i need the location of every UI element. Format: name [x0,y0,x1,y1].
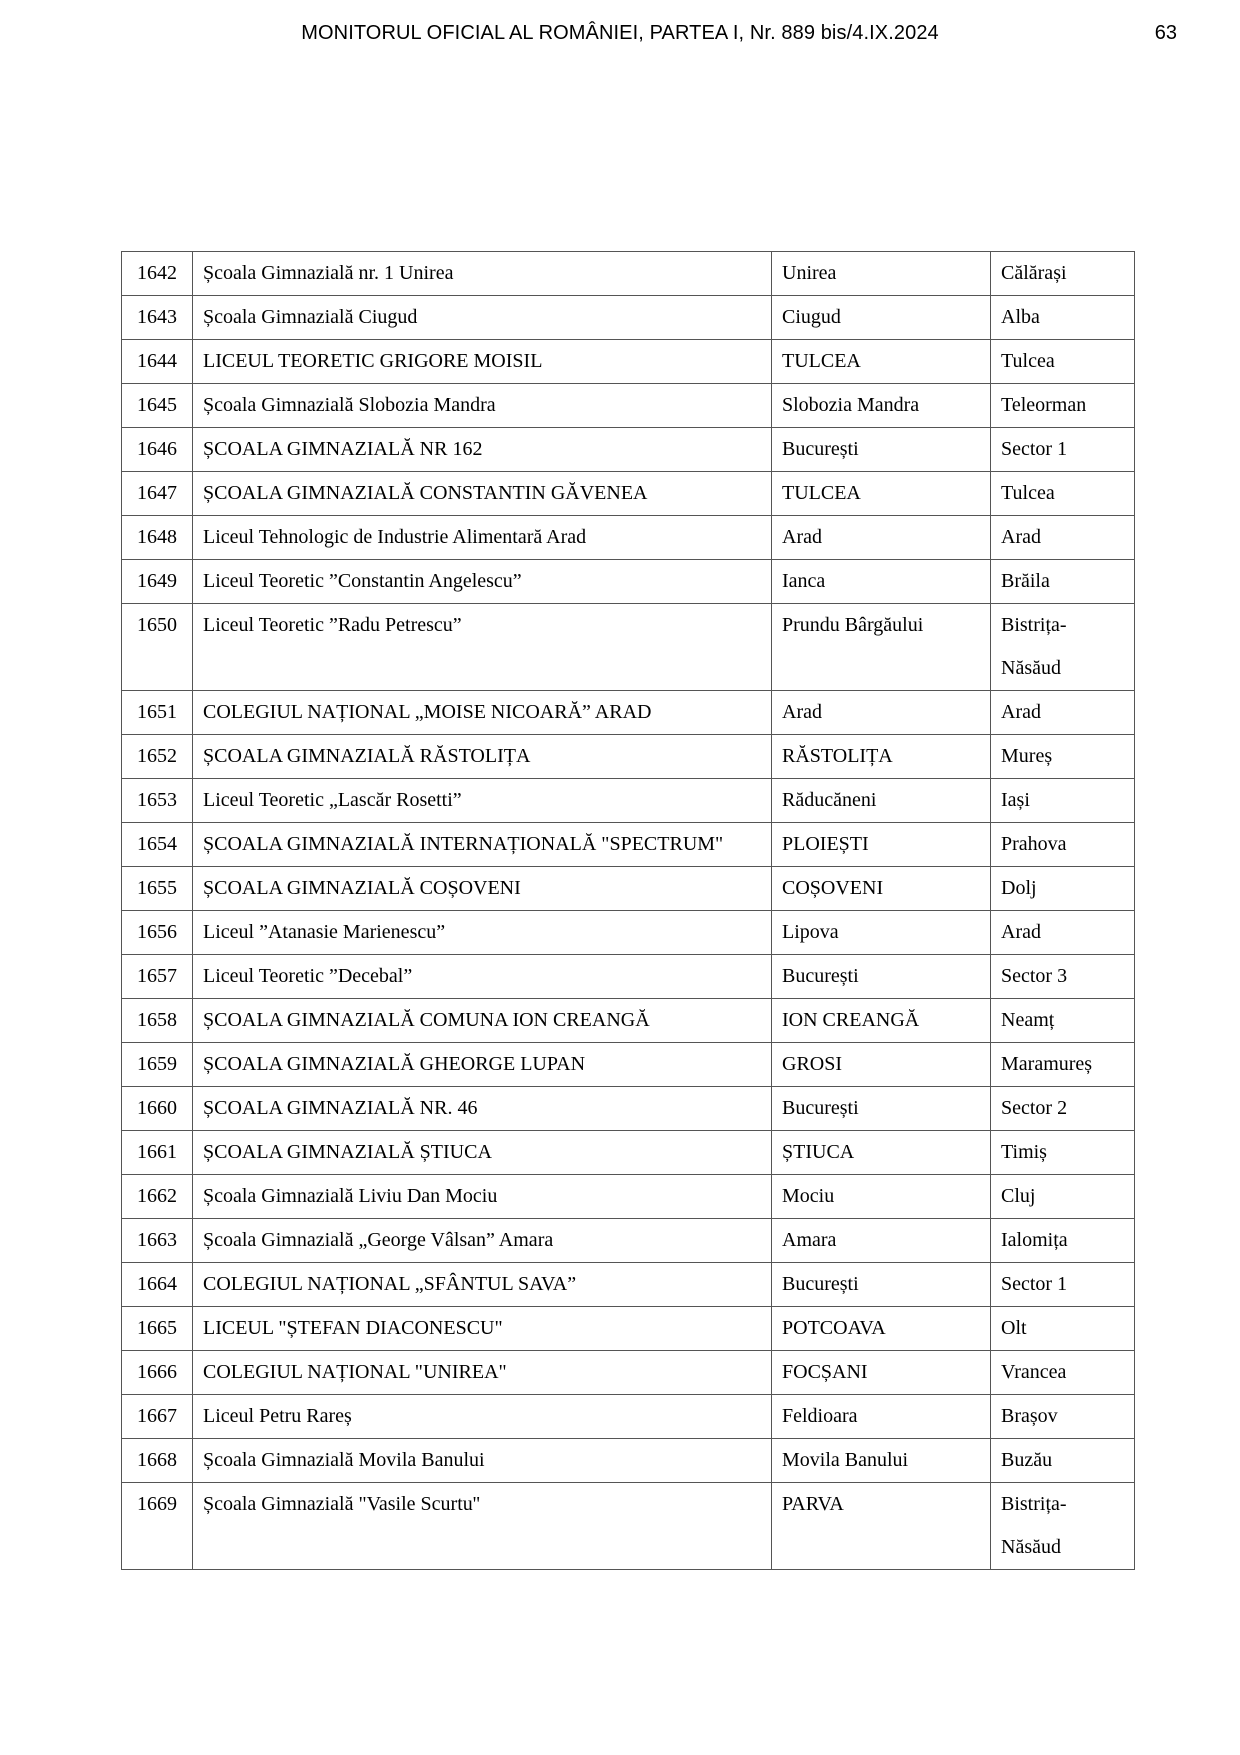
school-name-cell: Liceul Petru Rareș [193,1395,772,1439]
row-number-cell: 1658 [122,999,193,1043]
locality-cell: Răducăneni [772,779,991,823]
locality-cell: Mociu [772,1175,991,1219]
row-number-cell: 1662 [122,1175,193,1219]
row-number-cell: 1647 [122,472,193,516]
school-name-cell: Școala Gimnazială Ciugud [193,296,772,340]
table-row [122,516,1135,560]
school-name-cell: COLEGIUL NAȚIONAL "UNIREA" [193,1351,772,1395]
table-row [122,1043,1135,1087]
locality-cell: Arad [772,691,991,735]
county-cell: Arad [991,911,1135,955]
school-name-cell: ȘCOALA GIMNAZIALĂ NR. 46 [193,1087,772,1131]
table-row [122,779,1135,823]
locality-cell: București [772,428,991,472]
table-row [122,999,1135,1043]
locality-cell: Lipova [772,911,991,955]
county-cell: Brașov [991,1395,1135,1439]
school-name-cell: Școala Gimnazială nr. 1 Unirea [193,252,772,296]
page-header [0,22,1240,52]
row-number-cell: 1655 [122,867,193,911]
school-name-cell: Liceul Teoretic ”Radu Petrescu” [193,604,772,691]
school-name-cell: ȘCOALA GIMNAZIALĂ GHEORGE LUPAN [193,1043,772,1087]
locality-cell: Arad [772,516,991,560]
locality-cell: Movila Banului [772,1439,991,1483]
county-cell: Prahova [991,823,1135,867]
county-cell: Teleorman [991,384,1135,428]
row-number-cell: 1644 [122,340,193,384]
table-row [122,1263,1135,1307]
locality-cell: Ianca [772,560,991,604]
county-cell: Sector 3 [991,955,1135,999]
school-name-cell: ȘCOALA GIMNAZIALĂ NR 162 [193,428,772,472]
table-row [122,1483,1135,1570]
row-number-cell: 1652 [122,735,193,779]
table-row [122,560,1135,604]
county-cell: Maramureș [991,1043,1135,1087]
locality-cell: TULCEA [772,340,991,384]
county-cell: Sector 2 [991,1087,1135,1131]
locality-cell: Feldioara [772,1395,991,1439]
row-number-cell: 1669 [122,1483,193,1570]
school-name-cell: COLEGIUL NAȚIONAL „SFÂNTUL SAVA” [193,1263,772,1307]
row-number-cell: 1645 [122,384,193,428]
county-cell: Sector 1 [991,1263,1135,1307]
school-name-cell: ȘCOALA GIMNAZIALĂ ȘTIUCA [193,1131,772,1175]
table-row [122,604,1135,691]
table-row [122,252,1135,296]
county-cell: Ialomița [991,1219,1135,1263]
locality-cell: COȘOVENI [772,867,991,911]
table-row [122,1439,1135,1483]
row-number-cell: 1666 [122,1351,193,1395]
row-number-cell: 1663 [122,1219,193,1263]
table-row [122,867,1135,911]
county-cell: Olt [991,1307,1135,1351]
school-name-cell: ȘCOALA GIMNAZIALĂ COMUNA ION CREANGĂ [193,999,772,1043]
school-name-cell: Școala Gimnazială Liviu Dan Mociu [193,1175,772,1219]
row-number-cell: 1665 [122,1307,193,1351]
table-row [122,472,1135,516]
school-name-cell: Școala Gimnazială Movila Banului [193,1439,772,1483]
schools-table [121,251,1135,1570]
school-name-cell: ȘCOALA GIMNAZIALĂ COȘOVENI [193,867,772,911]
row-number-cell: 1653 [122,779,193,823]
locality-cell: București [772,1087,991,1131]
table-row [122,911,1135,955]
publication-title: MONITORUL OFICIAL AL ROMÂNIEI, PARTEA I, Nr. 889 bis/4.IX.2024 [301,22,939,44]
locality-cell: RĂSTOLIȚA [772,735,991,779]
school-name-cell: Liceul Teoretic „Lascăr Rosetti” [193,779,772,823]
row-number-cell: 1660 [122,1087,193,1131]
school-name-cell: LICEUL "ȘTEFAN DIACONESCU" [193,1307,772,1351]
school-name-cell: Liceul Teoretic ”Decebal” [193,955,772,999]
row-number-cell: 1650 [122,604,193,691]
table-row [122,428,1135,472]
table-row [122,384,1135,428]
row-number-cell: 1667 [122,1395,193,1439]
county-cell: Iași [991,779,1135,823]
locality-cell: FOCȘANI [772,1351,991,1395]
county-cell: Bistrița-Năsăud [991,604,1135,691]
row-number-cell: 1664 [122,1263,193,1307]
table-row [122,1395,1135,1439]
table-row [122,823,1135,867]
county-cell: Neamț [991,999,1135,1043]
row-number-cell: 1642 [122,252,193,296]
county-cell: Tulcea [991,340,1135,384]
school-name-cell: Liceul ”Atanasie Marienescu” [193,911,772,955]
school-name-cell: COLEGIUL NAȚIONAL „MOISE NICOARĂ” ARAD [193,691,772,735]
table-row [122,1131,1135,1175]
table-row [122,735,1135,779]
locality-cell: ION CREANGĂ [772,999,991,1043]
table-row [122,296,1135,340]
locality-cell: București [772,1263,991,1307]
county-cell: Arad [991,516,1135,560]
row-number-cell: 1654 [122,823,193,867]
row-number-cell: 1661 [122,1131,193,1175]
school-name-cell: LICEUL TEORETIC GRIGORE MOISIL [193,340,772,384]
county-cell: Timiș [991,1131,1135,1175]
table-row [122,1307,1135,1351]
page-number: 63 [1154,22,1177,44]
school-name-cell: ȘCOALA GIMNAZIALĂ INTERNAȚIONALĂ "SPECTRUM" [193,823,772,867]
row-number-cell: 1659 [122,1043,193,1087]
table-row [122,1351,1135,1395]
school-name-cell: Liceul Tehnologic de Industrie Alimentară Arad [193,516,772,560]
locality-cell: București [772,955,991,999]
school-name-cell: Școala Gimnazială „George Vâlsan” Amara [193,1219,772,1263]
table-row [122,340,1135,384]
table-row [122,1219,1135,1263]
county-cell: Brăila [991,560,1135,604]
locality-cell: Slobozia Mandra [772,384,991,428]
county-cell: Sector 1 [991,428,1135,472]
school-name-cell: ȘCOALA GIMNAZIALĂ CONSTANTIN GĂVENEA [193,472,772,516]
table-row [122,691,1135,735]
county-cell: Cluj [991,1175,1135,1219]
locality-cell: TULCEA [772,472,991,516]
locality-cell: Prundu Bârgăului [772,604,991,691]
row-number-cell: 1656 [122,911,193,955]
county-cell: Dolj [991,867,1135,911]
row-number-cell: 1646 [122,428,193,472]
row-number-cell: 1648 [122,516,193,560]
county-cell: Arad [991,691,1135,735]
table-row [122,1087,1135,1131]
county-cell: Alba [991,296,1135,340]
locality-cell: Ciugud [772,296,991,340]
locality-cell: Amara [772,1219,991,1263]
county-cell: Mureș [991,735,1135,779]
locality-cell: GROSI [772,1043,991,1087]
table-row [122,1175,1135,1219]
county-cell: Vrancea [991,1351,1135,1395]
school-name-cell: Liceul Teoretic ”Constantin Angelescu” [193,560,772,604]
row-number-cell: 1657 [122,955,193,999]
locality-cell: Unirea [772,252,991,296]
school-name-cell: Școala Gimnazială Slobozia Mandra [193,384,772,428]
row-number-cell: 1651 [122,691,193,735]
locality-cell: PLOIEȘTI [772,823,991,867]
schools-table-body [122,252,1135,1570]
locality-cell: ȘTIUCA [772,1131,991,1175]
locality-cell: PARVA [772,1483,991,1570]
county-cell: Bistrița-Năsăud [991,1483,1135,1570]
row-number-cell: 1649 [122,560,193,604]
row-number-cell: 1668 [122,1439,193,1483]
school-name-cell: Școala Gimnazială "Vasile Scurtu'' [193,1483,772,1570]
school-name-cell: ȘCOALA GIMNAZIALĂ RĂSTOLIȚA [193,735,772,779]
county-cell: Tulcea [991,472,1135,516]
county-cell: Călărași [991,252,1135,296]
county-cell: Buzău [991,1439,1135,1483]
row-number-cell: 1643 [122,296,193,340]
table-row [122,955,1135,999]
locality-cell: POTCOAVA [772,1307,991,1351]
